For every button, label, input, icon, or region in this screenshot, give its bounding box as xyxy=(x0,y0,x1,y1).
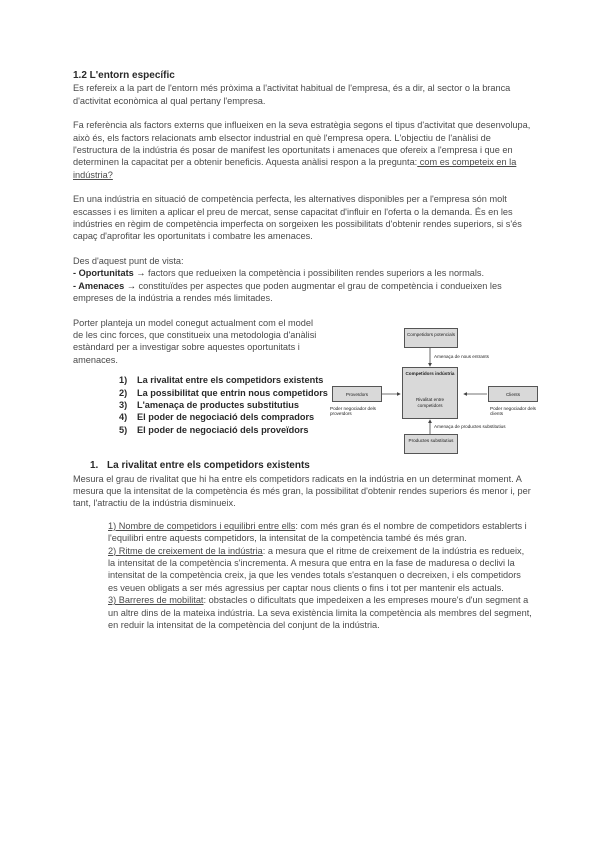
clients-power-label: Poder negociador dels clients xyxy=(490,406,536,417)
industry-competitors-title: Competidors indústria xyxy=(405,371,455,376)
new-entrants-label: Amenaça de nous entrants xyxy=(434,354,489,359)
factors-text: Fa referència als factors externs que influeixen en la seva estratègia segons el tipus d'activitat que desenvolupa, això és, els factors relacionats amb elsector industrial en què l'empresa opera. L'objectiu de l'anàlisi de l'estructura de la indústria és posar de manifest les oportunitats i amenaces que ofereix a l'empresa i que en determinen la capacitat per a obtenir beneficis. Aquesta anàlisi respon a la pregunta: xyxy=(73,120,531,168)
list-item: 3) Barreres de mobilitat: obstacles o dificultats que impedeixen a les empreses moure's d'un segment a un altre dins de la mateixa indústria. La seva existència limita la competència als membres del segment, en reduir la intensitat de la competència del conjunt de la indústria. xyxy=(108,595,532,631)
potential-competitors-box: Competidors potencials xyxy=(404,328,458,348)
list-item: 2) La possibilitat que entrin nous competidors xyxy=(119,387,328,398)
list-item: 3) L'amenaça de productes substitutius xyxy=(119,399,299,410)
key-question: com es competeix en la indústria? xyxy=(73,157,517,180)
suppliers-box: Proveïdors xyxy=(332,386,382,402)
clients-box: Clients xyxy=(488,386,538,402)
list-item: 4) El poder de negociació dels compradors xyxy=(119,412,315,423)
threats-term: - Amenaces → xyxy=(73,280,136,291)
factors-paragraph xyxy=(73,119,533,181)
rivalry-items xyxy=(73,520,533,632)
threats-text: constituïdes per aspectes que poden augmentar el grau de competència i condueixen les empreses de la indústria a rendes més limitades. xyxy=(73,280,502,304)
rivalry-label: Rivalitat entre competidors xyxy=(415,397,445,408)
substitutes-label: Amenaça de productes substitutius xyxy=(434,424,506,429)
rivalry-intro: Mesura el grau de rivalitat que hi ha entre els competidors radicats en la indústria en un determinat moment. A mesura que la intensitat de la competència és més gran, la possibilitat d'obtenir rendes superiors és menor i, per tant, l'atractiu de la indústria disminueix. xyxy=(73,473,531,509)
industry-competitors-box xyxy=(402,367,458,419)
five-forces-diagram xyxy=(324,322,544,464)
opportunities-line xyxy=(73,267,533,279)
list-item: 1) La rivalitat entre els competidors existents xyxy=(119,375,324,386)
substitute-products-box: Productes substitutius xyxy=(404,434,458,454)
suppliers-power-label: Poder negociador dels proveïdors xyxy=(330,406,376,417)
viewpoint-line: Des d'aquest punt de vista: xyxy=(73,255,184,266)
list-item: 1) Nombre de competidors i equilibri entre ells: com més gran és el nombre de competidors establerts i l'equilibri entre aquests competidors, la intensitat de la competència també és més gran. xyxy=(108,520,527,544)
intro-paragraph: Es refereix a la part de l'entorn més pròxima a l'activitat habitual de l'empresa, és a dir, al sector o la branca d'activitat econòmica al qual pertany l'empresa. xyxy=(73,83,511,106)
threats-line xyxy=(73,280,533,305)
opportunities-term: - Oportunitats → xyxy=(73,268,146,279)
list-item: 5) El poder de negociació dels proveïdors xyxy=(119,424,309,435)
list-item: 2) Ritme de creixement de la indústria: a mesura que el ritme de creixement de la indústria es redueix, la intensitat de la competència s'incrementa. A mesura que entra en la fase de maduresa o declivi la intensitat de la competència creix, ja que les vendes totals s'estanquen o decreixen, i els competidors es veuen obligats a ser més agressius per captar nous clients o fins i tot per mantenir els actuals. xyxy=(108,545,525,593)
section-title: 1.2 L'entorn específic xyxy=(73,70,175,81)
competition-paragraph: En una indústria en situació de competència perfecta, les alternatives disponibles per a l'empresa són molt escasses i es limiten a aplicar el preu de mercat, sense capacitat d'influir en l'oferta o la demanda. És en les indústries en règim de competència imperfecta on sorgeixen les possibilitats d'obtenir rendes superiors, si s'és capaç d'aprofitar les oportunitats i combatre les amenaces. xyxy=(73,194,522,242)
subsection-title: 1. La rivalitat entre els competidors existents xyxy=(90,460,310,472)
porter-paragraph: Porter planteja un model conegut actualment com el model de les cinc forces, que constitueix una metodologia d'anàlisi estàndard per a investigar sobre aquestes oportunitats i amenaces. xyxy=(73,317,317,365)
opportunities-text: factors que redueixen la competència i possibiliten rendes superiors a les normals. xyxy=(145,268,485,279)
